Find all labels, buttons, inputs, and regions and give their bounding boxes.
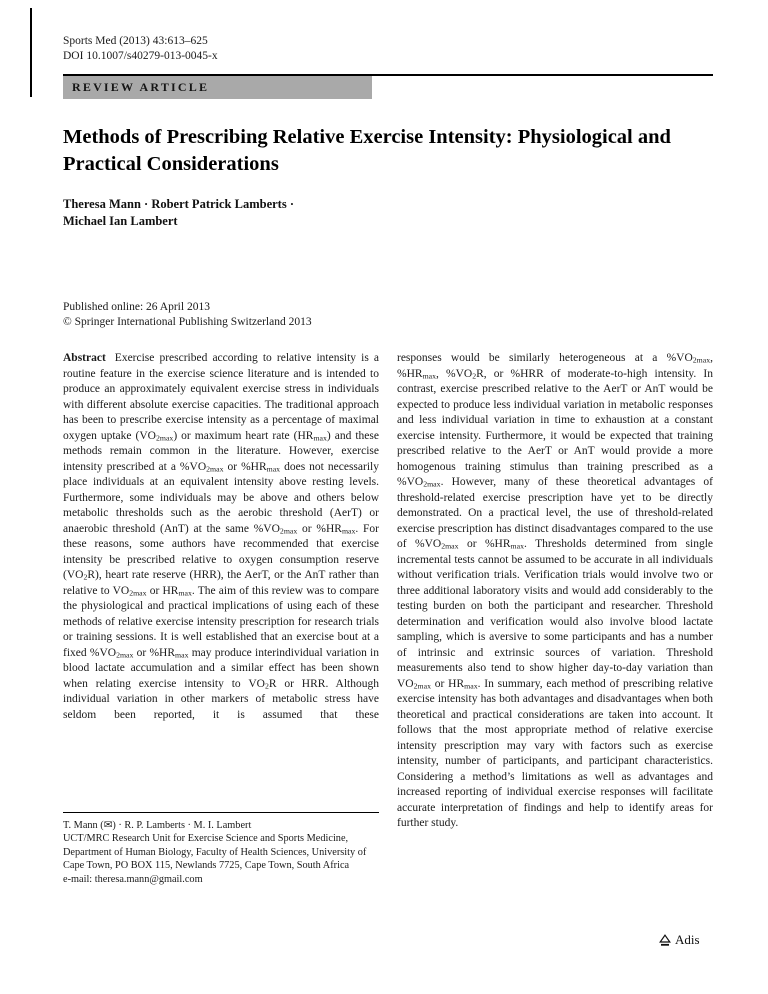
- article-type-label: REVIEW ARTICLE: [72, 80, 210, 94]
- article-title: Methods of Prescribing Relative Exercise Intensity: Physiological and Practical Considerations: [63, 126, 671, 175]
- published-online-date: Published online: 26 April 2013: [63, 301, 210, 313]
- footnote-email: e-mail: theresa.mann@gmail.com: [63, 873, 203, 885]
- footnote-rule: [63, 812, 379, 813]
- author-list: [63, 196, 294, 229]
- abstract-column-right: [397, 351, 713, 832]
- publisher-logo: [659, 932, 700, 948]
- publication-info: [63, 300, 312, 330]
- journal-header: [63, 34, 218, 63]
- abstract-columns: [63, 351, 713, 832]
- adis-triangle-icon: [659, 934, 671, 947]
- publisher-logo-label: Adis: [675, 932, 700, 947]
- article-type-banner: [63, 76, 372, 99]
- author-line: Michael Ian Lambert: [63, 213, 178, 228]
- abstract-column-left: [63, 351, 379, 832]
- abstract-heading: Abstract: [63, 352, 106, 364]
- doi: DOI 10.1007/s40279-013-0045-x: [63, 49, 218, 62]
- copyright-line: © Springer International Publishing Switzerland 2013: [63, 316, 312, 328]
- author-line: Theresa Mann · Robert Patrick Lamberts ·: [63, 197, 294, 211]
- left-crop-mark: [30, 8, 32, 97]
- journal-reference: Sports Med (2013) 43:613–625: [63, 35, 208, 47]
- correspondence-footnote: [63, 812, 379, 886]
- abstract-text-right: responses would be similarly heterogeneous at a $\%VO_{2max}$, $\%HR_{max}$, $\%VO_2R$, or %HRR of moderate-to-high intensity. In contrast, exercise prescribed relative to the AerT or AnT would be expected to produce less individual variation in metabolic responses and less individual variation in time to exhaustion at a constant exercise intensity. Furthermore, it would be expected that training prescribed relative to the AerT or AnT would provide a more homogenous training stimulus than training prescribed as a $\%VO_{2max}$. However, many of these theoretical advantages of threshold-related exercise prescription have yet to be directly demonstrated. On a practical level, the use of threshold-related exercise prescription has distinct disadvantages compared to the use of $\%VO_{2max}$ or $\%HR_{max}$. Thresholds determined from single incremental tests cannot be assumed to be accurate in all individuals without verification trials. Verification trials would involve two or three additional laboratory visits and would add considerably to the testing burden on both the participant and researcher. Threshold determination and verification would also involve blood lactate sampling, which is aversive to some participants and has a number of intrinsic and extrinsic sources of variation. Threshold measurements also tend to show higher day-to-day variation than $VO_{2max}$ or $HR_{max}$. In summary, each method of prescribing relative exercise intensity has both advantages and disadvantages when both theoretical and practical considerations are taken into account. It follows that the most appropriate method of relative exercise intensity prescription may vary with factors such as exercise intensity, number of participants, and participant characteristics. Considering a method’s limitations as well as advantages and increased reporting of individual exercise responses will facilitate accurate interpretation of findings and help to identify areas for further study.: [397, 352, 714, 829]
- footnote-authors: T. Mann (✉) · R. P. Lamberts · M. I. Lambert: [63, 820, 252, 831]
- footnote-affiliation: UCT/MRC Research Unit for Exercise Science and Sports Medicine, Department of Human Biology, Faculty of Health Sciences, University of Cape Town, PO BOX 115, Newlands 7725, Cape Town, South Africa: [63, 833, 367, 872]
- abstract-text-left: Exercise prescribed according to relative intensity is a routine feature in the exercise science literature and is intended to produce an approximately equivalent exercise stress in individuals with different absolute exercise capacities. The traditional approach has been to prescribe exercise intensity as a percentage of maximal oxygen uptake $(VO_{2max})$ or maximum heart rate $(HR_{max})$ and these methods remain common in the literature. However, exercise intensity prescribed at a $\%VO_{2max}$ or $\%HR_{max}$ does not necessarily place individuals at an equivalent intensity above resting levels. Furthermore, some individuals may be above and others below metabolic thresholds such as the aerobic threshold (AerT) or anaerobic threshold (AnT) at the same $\%VO_{2max}$ or $\%HR_{max}$. For these reasons, some authors have recommended that exercise intensity be prescribed relative to oxygen consumption reserve $(VO_2R)$, heart rate reserve (HRR), the AerT, or the AnT rather than relative to $VO_{2max}$ or $HR_{max}$. The aim of this review was to compare the physiological and practical implications of using each of these methods of relative exercise intensity prescription for research trials or training sessions. It is well established that an exercise bout at a fixed $\%VO_{2max}$ or $\%HR_{max}$ may produce interindividual variation in blood lactate accumulation and a similar effect has been shown when relating exercise intensity to $VO_2R$ or HRR. Although individual variation in other markers of metabolic stress have seldom been reported, it is assumed that these: [63, 352, 380, 721]
